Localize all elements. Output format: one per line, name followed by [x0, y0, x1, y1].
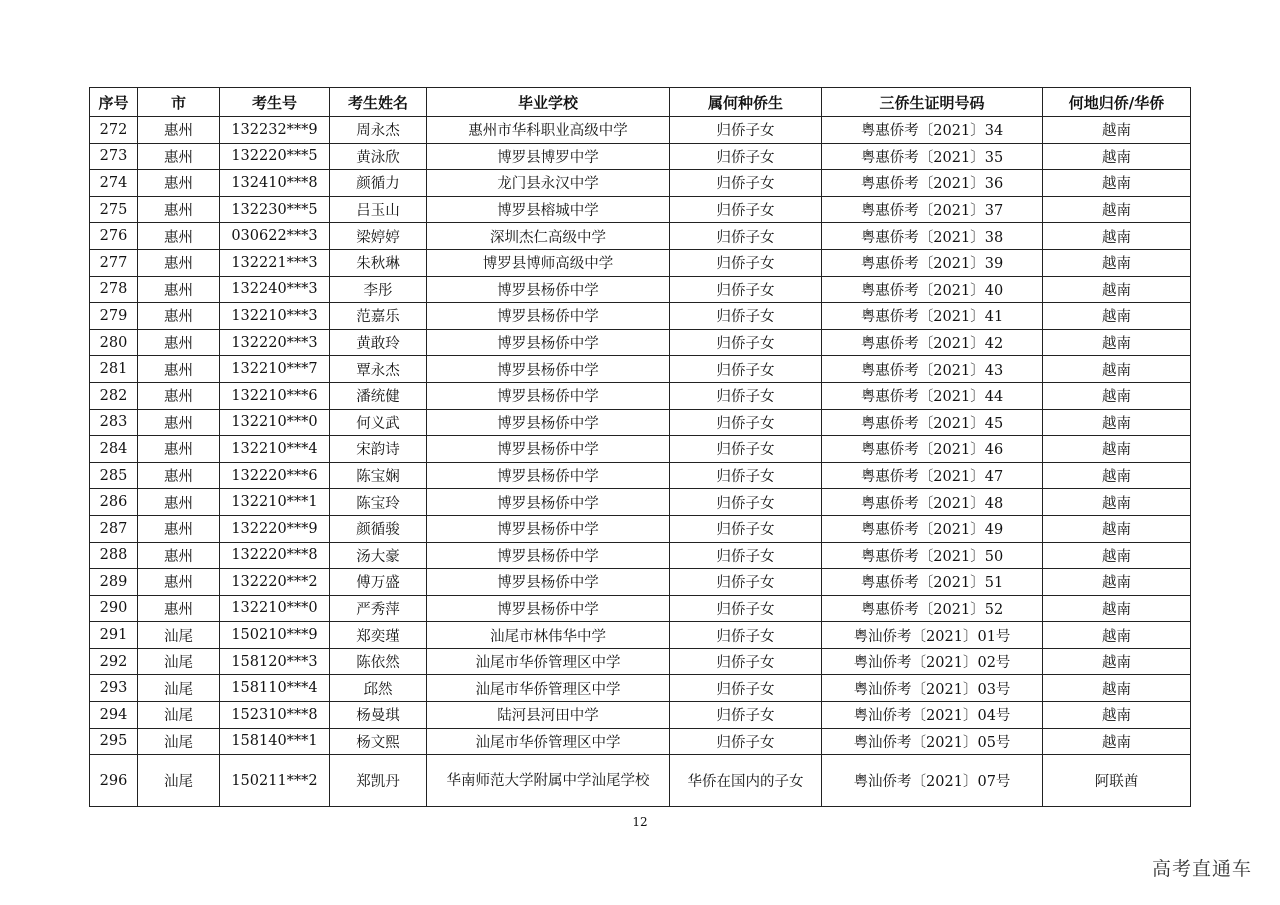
category-cell: 归侨子女 [670, 170, 822, 197]
seq-cell: 292 [90, 648, 138, 675]
category-cell: 归侨子女 [670, 143, 822, 170]
school-cell: 博罗县杨侨中学 [427, 542, 670, 569]
table-row [90, 569, 1191, 596]
school-cell: 博罗县博罗中学 [427, 143, 670, 170]
certificate-cell: 粤惠侨考〔2021〕37 [822, 196, 1043, 223]
seq-cell: 286 [90, 489, 138, 516]
origin-cell: 越南 [1043, 648, 1191, 675]
city-cell: 惠州 [138, 409, 220, 436]
category-cell: 归侨子女 [670, 303, 822, 330]
exam-number-cell: 132220***3 [220, 329, 330, 356]
student-name-cell: 严秀萍 [330, 595, 427, 622]
city-cell: 惠州 [138, 249, 220, 276]
seq-cell: 289 [90, 569, 138, 596]
origin-cell: 越南 [1043, 196, 1191, 223]
seq-cell: 273 [90, 143, 138, 170]
exam-number-cell: 132220***2 [220, 569, 330, 596]
certificate-cell: 粤惠侨考〔2021〕51 [822, 569, 1043, 596]
certificate-cell: 粤汕侨考〔2021〕02号 [822, 648, 1043, 675]
school-cell: 深圳杰仁高级中学 [427, 223, 670, 250]
table-row [90, 356, 1191, 383]
origin-cell: 越南 [1043, 462, 1191, 489]
origin-cell: 越南 [1043, 569, 1191, 596]
watermark-logo-text: 高考直通车 [1151, 858, 1252, 880]
table-row [90, 303, 1191, 330]
certificate-cell: 粤惠侨考〔2021〕50 [822, 542, 1043, 569]
table-row [90, 329, 1191, 356]
category-cell: 归侨子女 [670, 648, 822, 675]
origin-cell: 越南 [1043, 356, 1191, 383]
table-row [90, 196, 1191, 223]
certificate-cell: 粤惠侨考〔2021〕46 [822, 436, 1043, 463]
student-name-cell: 郑凯丹 [330, 755, 427, 807]
exam-number-cell: 132232***9 [220, 117, 330, 144]
seq-cell: 295 [90, 728, 138, 755]
header-student-name: 考生姓名 [330, 88, 427, 117]
category-cell: 归侨子女 [670, 675, 822, 702]
table-row [90, 515, 1191, 542]
seq-cell: 293 [90, 675, 138, 702]
certificate-cell: 粤汕侨考〔2021〕03号 [822, 675, 1043, 702]
header-origin-country: 何地归侨/华侨 [1043, 88, 1191, 117]
school-cell: 博罗县杨侨中学 [427, 356, 670, 383]
city-cell: 惠州 [138, 542, 220, 569]
city-cell: 汕尾 [138, 755, 220, 807]
seq-cell: 275 [90, 196, 138, 223]
exam-number-cell: 132210***7 [220, 356, 330, 383]
seq-cell: 281 [90, 356, 138, 383]
seq-cell: 279 [90, 303, 138, 330]
exam-number-cell: 150210***9 [220, 622, 330, 649]
student-name-cell: 吕玉山 [330, 196, 427, 223]
school-cell: 博罗县杨侨中学 [427, 569, 670, 596]
table-header-row [90, 88, 1191, 117]
school-cell: 博罗县杨侨中学 [427, 515, 670, 542]
table-row [90, 223, 1191, 250]
student-name-cell: 黄泳欣 [330, 143, 427, 170]
school-cell: 华南师范大学附属中学汕尾学校 [427, 755, 670, 807]
certificate-cell: 粤惠侨考〔2021〕42 [822, 329, 1043, 356]
exam-number-cell: 150211***2 [220, 755, 330, 807]
category-cell: 归侨子女 [670, 223, 822, 250]
school-cell: 汕尾市华侨管理区中学 [427, 648, 670, 675]
certificate-cell: 粤惠侨考〔2021〕39 [822, 249, 1043, 276]
school-cell: 博罗县杨侨中学 [427, 489, 670, 516]
certificate-cell: 粤惠侨考〔2021〕38 [822, 223, 1043, 250]
city-cell: 惠州 [138, 489, 220, 516]
certificate-cell: 粤惠侨考〔2021〕40 [822, 276, 1043, 303]
table-row [90, 728, 1191, 755]
exam-number-cell: 158140***1 [220, 728, 330, 755]
category-cell: 归侨子女 [670, 569, 822, 596]
city-cell: 惠州 [138, 462, 220, 489]
category-cell: 归侨子女 [670, 595, 822, 622]
category-cell: 归侨子女 [670, 249, 822, 276]
table-row [90, 648, 1191, 675]
exam-number-cell: 132210***4 [220, 436, 330, 463]
student-name-cell: 覃永杰 [330, 356, 427, 383]
student-name-cell: 陈宝玲 [330, 489, 427, 516]
header-city: 市 [138, 88, 220, 117]
category-cell: 归侨子女 [670, 382, 822, 409]
table-row [90, 117, 1191, 144]
origin-cell: 越南 [1043, 170, 1191, 197]
category-cell: 归侨子女 [670, 329, 822, 356]
exam-number-cell: 132221***3 [220, 249, 330, 276]
category-cell: 归侨子女 [670, 622, 822, 649]
origin-cell: 越南 [1043, 303, 1191, 330]
student-name-cell: 梁婷婷 [330, 223, 427, 250]
city-cell: 惠州 [138, 569, 220, 596]
school-cell: 龙门县永汉中学 [427, 170, 670, 197]
category-cell: 归侨子女 [670, 356, 822, 383]
school-cell: 博罗县杨侨中学 [427, 462, 670, 489]
certificate-cell: 粤惠侨考〔2021〕34 [822, 117, 1043, 144]
exam-number-cell: 132220***6 [220, 462, 330, 489]
city-cell: 汕尾 [138, 648, 220, 675]
exam-number-cell: 132410***8 [220, 170, 330, 197]
certificate-cell: 粤惠侨考〔2021〕35 [822, 143, 1043, 170]
origin-cell: 越南 [1043, 436, 1191, 463]
school-cell: 陆河县河田中学 [427, 702, 670, 729]
category-cell: 归侨子女 [670, 409, 822, 436]
origin-cell: 越南 [1043, 489, 1191, 516]
table-row [90, 462, 1191, 489]
table-row [90, 755, 1191, 807]
header-graduation-school: 毕业学校 [427, 88, 670, 117]
table-row [90, 595, 1191, 622]
header-student-category: 属何种侨生 [670, 88, 822, 117]
student-name-cell: 颜循力 [330, 170, 427, 197]
seq-cell: 284 [90, 436, 138, 463]
certificate-cell: 粤惠侨考〔2021〕48 [822, 489, 1043, 516]
school-cell: 博罗县杨侨中学 [427, 329, 670, 356]
origin-cell: 越南 [1043, 117, 1191, 144]
seq-cell: 296 [90, 755, 138, 807]
origin-cell: 越南 [1043, 329, 1191, 356]
city-cell: 惠州 [138, 436, 220, 463]
exam-number-cell: 132240***3 [220, 276, 330, 303]
school-cell: 博罗县杨侨中学 [427, 409, 670, 436]
school-cell: 汕尾市华侨管理区中学 [427, 675, 670, 702]
certificate-cell: 粤汕侨考〔2021〕07号 [822, 755, 1043, 807]
student-name-cell: 范嘉乐 [330, 303, 427, 330]
page-number: 12 [632, 815, 648, 829]
origin-cell: 越南 [1043, 382, 1191, 409]
exam-number-cell: 132210***0 [220, 409, 330, 436]
seq-cell: 280 [90, 329, 138, 356]
school-cell: 汕尾市华侨管理区中学 [427, 728, 670, 755]
student-name-cell: 杨曼琪 [330, 702, 427, 729]
category-cell: 归侨子女 [670, 702, 822, 729]
certificate-cell: 粤惠侨考〔2021〕47 [822, 462, 1043, 489]
origin-cell: 阿联酋 [1043, 755, 1191, 807]
origin-cell: 越南 [1043, 276, 1191, 303]
city-cell: 汕尾 [138, 728, 220, 755]
city-cell: 惠州 [138, 515, 220, 542]
certificate-cell: 粤惠侨考〔2021〕36 [822, 170, 1043, 197]
exam-number-cell: 152310***8 [220, 702, 330, 729]
origin-cell: 越南 [1043, 728, 1191, 755]
student-name-cell: 朱秋琳 [330, 249, 427, 276]
school-cell: 博罗县杨侨中学 [427, 276, 670, 303]
seq-cell: 276 [90, 223, 138, 250]
origin-cell: 越南 [1043, 542, 1191, 569]
category-cell: 归侨子女 [670, 117, 822, 144]
certificate-cell: 粤惠侨考〔2021〕44 [822, 382, 1043, 409]
table-row [90, 622, 1191, 649]
category-cell: 归侨子女 [670, 276, 822, 303]
exam-number-cell: 132220***9 [220, 515, 330, 542]
category-cell: 归侨子女 [670, 196, 822, 223]
school-cell: 博罗县杨侨中学 [427, 382, 670, 409]
table-row [90, 382, 1191, 409]
origin-cell: 越南 [1043, 409, 1191, 436]
origin-cell: 越南 [1043, 143, 1191, 170]
category-cell: 归侨子女 [670, 489, 822, 516]
certificate-cell: 粤惠侨考〔2021〕45 [822, 409, 1043, 436]
origin-cell: 越南 [1043, 675, 1191, 702]
city-cell: 惠州 [138, 329, 220, 356]
header-exam-number: 考生号 [220, 88, 330, 117]
school-cell: 汕尾市林伟华中学 [427, 622, 670, 649]
city-cell: 惠州 [138, 303, 220, 330]
exam-number-cell: 030622***3 [220, 223, 330, 250]
category-cell: 归侨子女 [670, 515, 822, 542]
seq-cell: 274 [90, 170, 138, 197]
city-cell: 汕尾 [138, 702, 220, 729]
student-name-cell: 黄敢玲 [330, 329, 427, 356]
table-row [90, 702, 1191, 729]
student-name-cell: 李彤 [330, 276, 427, 303]
table-row [90, 542, 1191, 569]
student-name-cell: 周永杰 [330, 117, 427, 144]
city-cell: 惠州 [138, 595, 220, 622]
certificate-cell: 粤汕侨考〔2021〕01号 [822, 622, 1043, 649]
certificate-cell: 粤惠侨考〔2021〕52 [822, 595, 1043, 622]
table-row [90, 489, 1191, 516]
table-row [90, 170, 1191, 197]
seq-cell: 290 [90, 595, 138, 622]
seq-cell: 283 [90, 409, 138, 436]
city-cell: 惠州 [138, 170, 220, 197]
seq-cell: 291 [90, 622, 138, 649]
city-cell: 惠州 [138, 143, 220, 170]
school-cell: 博罗县博师高级中学 [427, 249, 670, 276]
student-name-cell: 颜循骏 [330, 515, 427, 542]
student-name-cell: 潘统健 [330, 382, 427, 409]
city-cell: 汕尾 [138, 675, 220, 702]
exam-number-cell: 132210***0 [220, 595, 330, 622]
header-seq: 序号 [90, 88, 138, 117]
header-certificate-number: 三侨生证明号码 [822, 88, 1043, 117]
category-cell: 归侨子女 [670, 436, 822, 463]
city-cell: 惠州 [138, 223, 220, 250]
table-row [90, 409, 1191, 436]
seq-cell: 287 [90, 515, 138, 542]
student-name-cell: 陈宝娴 [330, 462, 427, 489]
student-name-cell: 邱然 [330, 675, 427, 702]
table-row [90, 436, 1191, 463]
school-cell: 惠州市华科职业高级中学 [427, 117, 670, 144]
category-cell: 归侨子女 [670, 542, 822, 569]
city-cell: 惠州 [138, 276, 220, 303]
origin-cell: 越南 [1043, 515, 1191, 542]
exam-number-cell: 132210***3 [220, 303, 330, 330]
origin-cell: 越南 [1043, 595, 1191, 622]
table-row [90, 675, 1191, 702]
student-name-cell: 傅万盛 [330, 569, 427, 596]
student-name-cell: 何义武 [330, 409, 427, 436]
seq-cell: 282 [90, 382, 138, 409]
certificate-cell: 粤惠侨考〔2021〕49 [822, 515, 1043, 542]
table-row [90, 249, 1191, 276]
certificate-cell: 粤惠侨考〔2021〕41 [822, 303, 1043, 330]
certificate-cell: 粤惠侨考〔2021〕43 [822, 356, 1043, 383]
school-cell: 博罗县杨侨中学 [427, 595, 670, 622]
seq-cell: 277 [90, 249, 138, 276]
exam-number-cell: 132230***5 [220, 196, 330, 223]
city-cell: 惠州 [138, 382, 220, 409]
student-name-cell: 汤大豪 [330, 542, 427, 569]
table-row [90, 276, 1191, 303]
origin-cell: 越南 [1043, 223, 1191, 250]
category-cell: 归侨子女 [670, 728, 822, 755]
overseas-chinese-student-table [89, 87, 1191, 807]
city-cell: 惠州 [138, 356, 220, 383]
exam-number-cell: 158110***4 [220, 675, 330, 702]
school-cell: 博罗县榕城中学 [427, 196, 670, 223]
seq-cell: 278 [90, 276, 138, 303]
seq-cell: 272 [90, 117, 138, 144]
city-cell: 汕尾 [138, 622, 220, 649]
certificate-cell: 粤汕侨考〔2021〕05号 [822, 728, 1043, 755]
student-name-cell: 郑奕瑾 [330, 622, 427, 649]
city-cell: 惠州 [138, 196, 220, 223]
certificate-cell: 粤汕侨考〔2021〕04号 [822, 702, 1043, 729]
table-body [90, 117, 1191, 807]
origin-cell: 越南 [1043, 249, 1191, 276]
seq-cell: 288 [90, 542, 138, 569]
student-name-cell: 陈依然 [330, 648, 427, 675]
school-cell: 博罗县杨侨中学 [427, 303, 670, 330]
exam-number-cell: 132210***1 [220, 489, 330, 516]
student-name-cell: 宋韵诗 [330, 436, 427, 463]
school-cell: 博罗县杨侨中学 [427, 436, 670, 463]
exam-number-cell: 132220***8 [220, 542, 330, 569]
city-cell: 惠州 [138, 117, 220, 144]
category-cell: 华侨在国内的子女 [670, 755, 822, 807]
origin-cell: 越南 [1043, 622, 1191, 649]
seq-cell: 294 [90, 702, 138, 729]
seq-cell: 285 [90, 462, 138, 489]
exam-number-cell: 132210***6 [220, 382, 330, 409]
student-name-cell: 杨文熙 [330, 728, 427, 755]
origin-cell: 越南 [1043, 702, 1191, 729]
exam-number-cell: 132220***5 [220, 143, 330, 170]
category-cell: 归侨子女 [670, 462, 822, 489]
table-row [90, 143, 1191, 170]
exam-number-cell: 158120***3 [220, 648, 330, 675]
